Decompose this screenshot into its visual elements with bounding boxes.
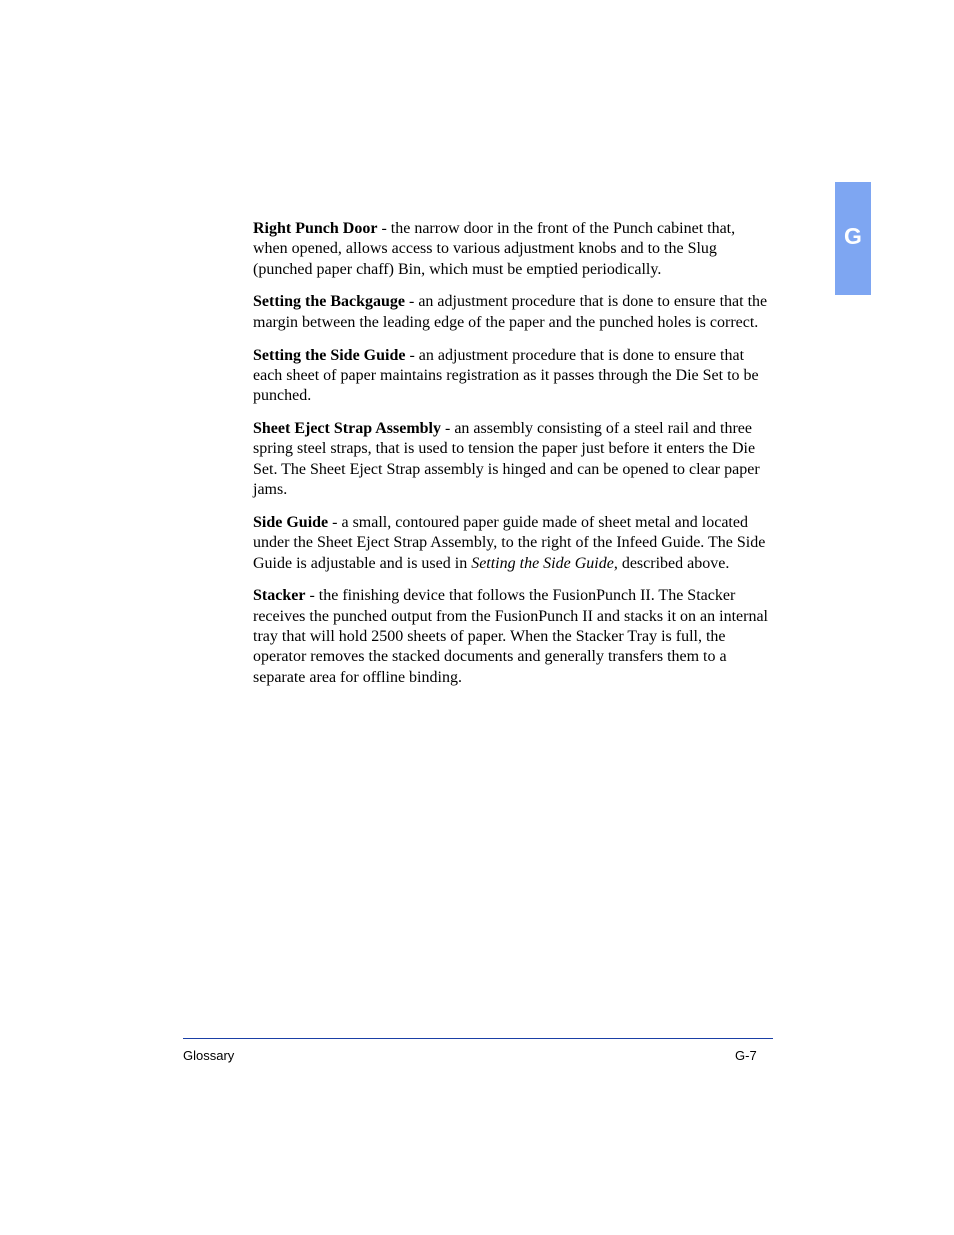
glossary-definition: - the narrow door in the front of the Punch cabinet that, when opened, allows access to various adjustment knobs and to the Slug (punched paper chaff) Bin, which must be emptied periodically. [253, 220, 736, 278]
glossary-entry [253, 419, 773, 500]
glossary-definition-end: , described above. [613, 554, 730, 572]
section-tab-letter: G [844, 223, 862, 249]
glossary-definition: - the finishing device that follows the FusionPunch II. The Stacker receives the punched output from the FusionPunch II and stacks it on an internal tray that will hold 2500 sheets of paper. When the Stacker Tray is full, the operator removes the stacked documents and generally transfers them to a separate area for offline binding. [253, 587, 768, 686]
glossary-term: Right Punch Door [253, 220, 378, 237]
footer-page-number: G-7 [735, 1048, 757, 1063]
glossary-definition: - an adjustment procedure that is done to ensure that each sheet of paper maintains registration as it passes through the Die Set to be punched. [253, 346, 759, 405]
glossary-entry [253, 292, 773, 333]
footer-divider [183, 1038, 773, 1039]
glossary-entry [253, 586, 773, 687]
glossary-definition: - an adjustment procedure that is done to ensure that the margin between the leading edge of the paper and the punched holes is correct. [253, 293, 768, 331]
glossary-term: Stacker [253, 587, 306, 605]
glossary-term: Sheet Eject Strap Assembly [253, 420, 441, 438]
glossary-term: Setting the Backgauge [253, 293, 405, 311]
glossary-entry [253, 219, 773, 280]
glossary-term: Setting the Side Guide [253, 346, 406, 364]
glossary-definition: - an assembly consisting of a steel rail and three spring steel straps, that is used to tension the paper just before it enters the Die Set. The Sheet Eject Strap assembly is hinged and can be opened to clear paper jams. [253, 420, 760, 499]
glossary-entry [253, 513, 773, 574]
glossary-term: Side Guide [253, 513, 329, 531]
glossary-entry [253, 346, 773, 407]
footer-section-name: Glossary [183, 1048, 235, 1063]
glossary-cross-reference: Setting the Side Guide [471, 554, 614, 572]
glossary-body [253, 219, 773, 701]
glossary-definition: - a small, contoured paper guide made of sheet metal and located under the Sheet Eject Strap Assembly, to the right of the Infeed Guide. The Side Guide is adjustable and is used in [253, 513, 766, 572]
section-tab-g [835, 182, 871, 295]
